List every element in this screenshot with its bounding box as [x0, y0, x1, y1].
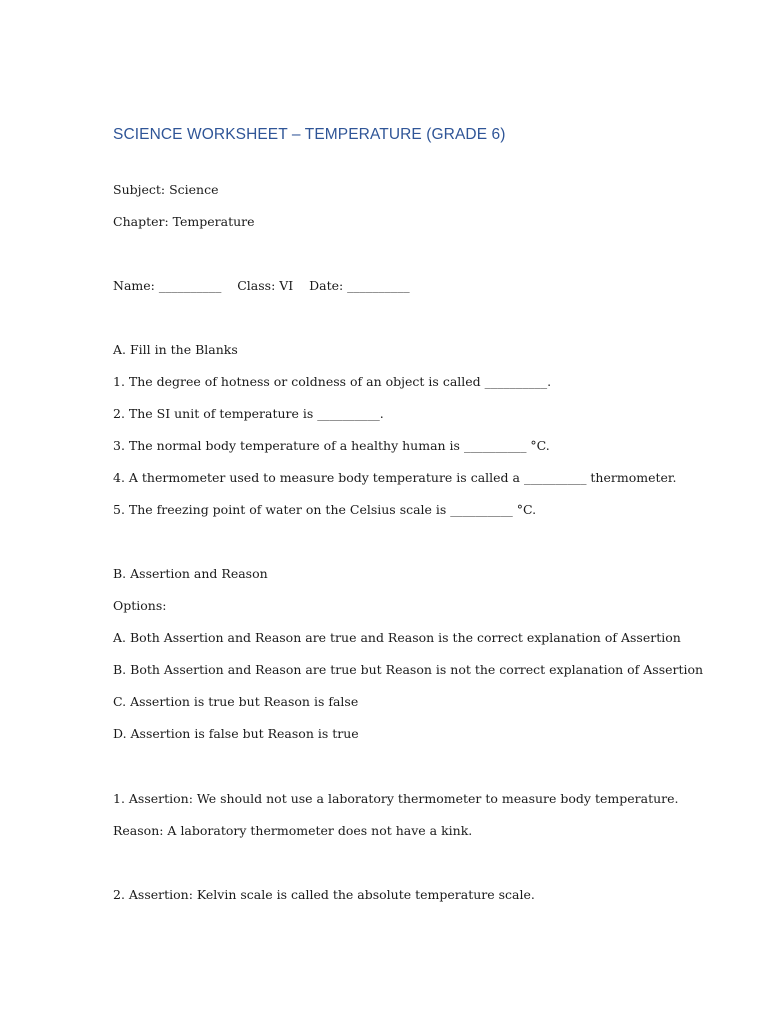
- name-class-date-line: Name: __________ Class: VI Date: __________: [113, 278, 410, 293]
- subject-line: Subject: Science: [113, 182, 219, 197]
- fill-blank-question: 1. The degree of hotness or coldness of an object is called __________.: [113, 374, 552, 389]
- reason-1: Reason: A laboratory thermometer does not have a kink.: [113, 823, 473, 838]
- assertion-1: 1. Assertion: We should not use a laboratory thermometer to measure body temperature.: [113, 791, 679, 806]
- options-label: Options:: [113, 598, 167, 613]
- option-a: A. Both Assertion and Reason are true and Reason is the correct explanation of Assertion: [113, 630, 681, 645]
- option-b: B. Both Assertion and Reason are true but Reason is not the correct explanation of Assertion: [113, 662, 704, 677]
- fill-blank-question: 3. The normal body temperature of a healthy human is __________ °C.: [113, 438, 550, 453]
- fill-blank-question: 2. The SI unit of temperature is __________.: [113, 406, 384, 421]
- fill-blank-question: 4. A thermometer used to measure body temperature is called a __________ thermometer.: [113, 470, 677, 485]
- option-d: D. Assertion is false but Reason is true: [113, 726, 359, 741]
- fill-blank-question: 5. The freezing point of water on the Celsius scale is __________ °C.: [113, 502, 537, 517]
- assertion-2: 2. Assertion: Kelvin scale is called the absolute temperature scale.: [113, 887, 535, 902]
- section-b-heading: B. Assertion and Reason: [113, 566, 268, 581]
- option-c: C. Assertion is true but Reason is false: [113, 694, 359, 709]
- section-a-heading: A. Fill in the Blanks: [113, 342, 238, 357]
- chapter-line: Chapter: Temperature: [113, 214, 255, 229]
- page-title: SCIENCE WORKSHEET – TEMPERATURE (GRADE 6): [113, 126, 506, 143]
